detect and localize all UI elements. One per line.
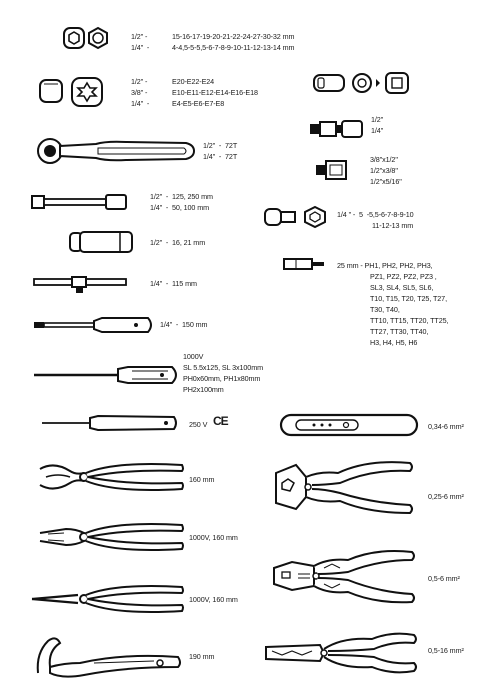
sockets-std-quarter-label: 1/4" - [131, 43, 150, 52]
pliers-stripper-label: 190 mm [189, 652, 215, 661]
ratchet-line1: 1/2" - 72T [203, 141, 238, 150]
driver-handle-label: 1/4" - 150 mm [160, 320, 208, 329]
t-handle-icon [32, 275, 132, 295]
sockets-std-half-sizes: 15-16-17-19-20-21-22-24-27-30-32 mm [172, 32, 295, 41]
crimper4-range: 0,5-16 mm² [428, 646, 464, 655]
screwdrivers-l4: PH2x100mm [183, 385, 224, 394]
tester-voltage-label: 250 V [189, 420, 208, 429]
sockets-torx-half-label: 1/2" - [131, 77, 148, 86]
reducer-adapter-icon [314, 159, 364, 183]
extension-bar-icon [30, 193, 130, 211]
bits-l2: PZ1, PZ2, PZ2, PZ3 , [370, 272, 437, 281]
adapter-socket-icon [312, 69, 414, 97]
bits-l5: T30, T40, [370, 305, 400, 314]
screwdrivers-l2: SL 5.5x125, SL 3x100mm [183, 363, 263, 372]
pliers-combination-label: 1000V, 160 mm [189, 533, 238, 542]
pliers-cutter-label: 160 mm [189, 475, 215, 484]
ratchet-line2: 1/4" - 72T [203, 152, 238, 161]
combination-pliers-icon [36, 515, 186, 559]
bits-l3: SL3, SL4, SL5, SL6, [370, 283, 434, 292]
sockets-torx-quarter-sizes: E4-E5-E6-E7-E8 [172, 99, 225, 108]
cable-lug-crimper-icon [262, 627, 420, 679]
crimper3-range: 0,5-6 mm² [428, 574, 460, 583]
bits-l8: H3, H4, H5, H6 [370, 338, 418, 347]
ratchet-icon [36, 136, 196, 166]
universal-joint-icon [308, 118, 366, 140]
crimper1-range: 0,34-6 mm² [428, 422, 464, 431]
sockets-torx-quarter-label: 1/4" - [131, 99, 150, 108]
reducers-l1: 3/8"x1/2" [370, 155, 398, 164]
socket-torx-icon [38, 74, 114, 112]
screwdrivers-l3: PH0x60mm, PH1x80mm [183, 374, 261, 383]
cable-stripper-icon [34, 633, 184, 683]
voltage-tester-icon [40, 413, 180, 433]
spinner-handle-icon [32, 315, 156, 335]
sockets-std-quarter-sizes: 4-4,5-5-5,5-6-7-8-9-10-11-12-13-14 mm [172, 43, 295, 52]
ce-mark: CE [213, 414, 228, 428]
long-nose-pliers-icon [30, 577, 186, 621]
small-socket-icon [263, 204, 333, 230]
sockets-torx-3-8-label: 3/8" - [131, 88, 148, 97]
reducers-l2: 1/2"x3/8" [370, 166, 398, 175]
extensions-line1: 1/2" - 125, 250 mm [150, 192, 213, 201]
diagonal-cutter-icon [36, 455, 186, 499]
screwdrivers-l1: 1000V [183, 352, 204, 361]
spark-plug-socket-icon [68, 230, 136, 254]
t-handle-label: 1/4" - 115 mm [150, 279, 197, 288]
bits-l7: TT27, TT30, TT40, [370, 327, 429, 336]
screwdriver-bit-icon [282, 256, 334, 272]
crimper2-range: 0,25-6 mm² [428, 492, 464, 501]
adapters-l1: 1/2" [371, 115, 384, 124]
extensions-line2: 1/4" - 50, 100 mm [150, 203, 209, 212]
spark-socket-label: 1/2" - 16, 21 mm [150, 238, 206, 247]
ferrule-crimper-icon [268, 453, 418, 523]
small-sockets-l1: 1/4 " - 5 -5,5-6-7-8-9-10 [337, 210, 414, 219]
sockets-std-half-label: 1/2" - [131, 32, 148, 41]
bits-l6: TT10, TT15, TT20, TT25, [370, 316, 449, 325]
adapters-l2: 1/4" [371, 126, 384, 135]
screwdriver-icon [32, 363, 182, 387]
sockets-torx-half-sizes: E20-E22-E24 [172, 77, 215, 86]
pliers-long-nose-label: 1000V, 160 mm [189, 595, 238, 604]
wire-stripper-tool-icon [278, 411, 420, 439]
sockets-torx-3-8-sizes: E10-E11-E12-E14-E16-E18 [172, 88, 258, 97]
socket-hex-icon [62, 25, 112, 51]
small-sockets-l2: 11-12-13 mm [372, 221, 414, 230]
terminal-crimper-icon [268, 542, 418, 612]
reducers-l3: 1/2"x5/16" [370, 177, 402, 186]
bits-l1: 25 mm - PH1, PH2, PH2, PH3, [337, 261, 433, 270]
bits-l4: T10, T15, T20, T25, T27, [370, 294, 447, 303]
